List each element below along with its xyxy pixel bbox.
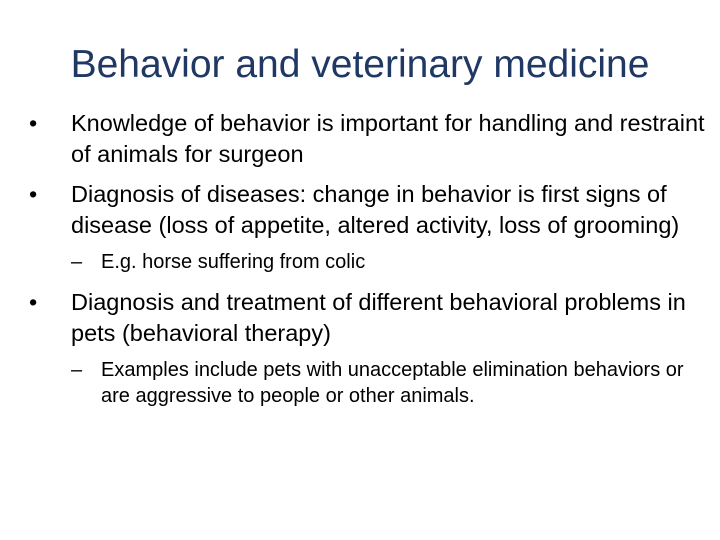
sub-bullet-item xyxy=(71,249,705,275)
sub-bullet-item xyxy=(71,357,705,409)
sub-bullet-list xyxy=(71,357,705,409)
bullet-list xyxy=(25,108,705,421)
dash-glyph: – xyxy=(71,251,83,273)
slide-title: Behavior and veterinary medicine xyxy=(70,43,650,86)
bullet-item xyxy=(25,179,705,275)
sub-bullet-text: Examples include pets with unacceptable elimination behaviors or are aggressive to people or other animals. xyxy=(101,359,684,407)
bullet-glyph: • xyxy=(29,181,38,207)
bullet-text: Diagnosis and treatment of different behavioral problems in pets (behavioral therapy) xyxy=(71,289,686,346)
bullet-text: Diagnosis of diseases: change in behavior is first signs of disease (loss of appetite, altered activity, loss of grooming) xyxy=(71,181,680,238)
bullet-item xyxy=(25,108,705,170)
bullet-glyph: • xyxy=(29,289,38,315)
bullet-item xyxy=(25,287,705,409)
bullet-text: Knowledge of behavior is important for handling and restraint of animals for surgeon xyxy=(71,110,705,167)
sub-bullet-text: E.g. horse suffering from colic xyxy=(101,251,366,273)
sub-bullet-list xyxy=(71,249,705,275)
dash-glyph: – xyxy=(71,359,83,381)
bullet-glyph: • xyxy=(29,110,38,136)
